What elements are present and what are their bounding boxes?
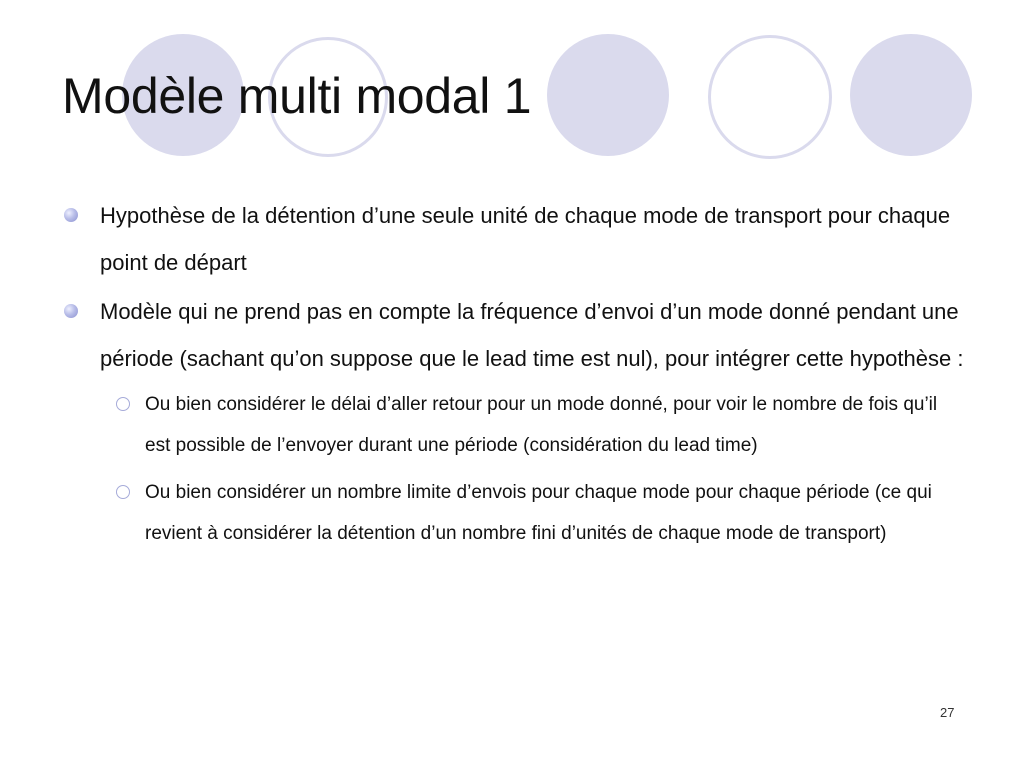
bullet-text: Hypothèse de la détention d’une seule unité de chaque mode de transport pour chaque point de départ	[100, 203, 951, 275]
sub-bullet-item-1	[0, 384, 1024, 466]
bullet-dot-icon	[64, 304, 78, 318]
bullet-text: Modèle qui ne prend pas en compte la fréquence d’envoi d’un mode donné pendant une période (sachant qu’on suppose que le lead time est nul), pour intégrer cette hypothèse :	[100, 299, 964, 371]
sub-bullet-item-2	[0, 472, 1024, 554]
sub-bullet-text: Ou bien considérer un nombre limite d’envois pour chaque mode pour chaque période (ce qui revient à considérer la détention d’un nombre fini d’unités de chaque mode de transport)	[145, 482, 932, 544]
decor-circle-filled-3	[850, 34, 972, 156]
sub-bullet-text: Ou bien considérer le délai d’aller retour pour un mode donné, pour voir le nombre de fois qu’il est possible de l’envoyer durant une période (considération du lead time)	[145, 394, 938, 456]
decor-circle-filled-2	[547, 34, 669, 156]
slide-content	[0, 192, 1024, 560]
sub-bullet-ring-icon	[116, 397, 130, 411]
decor-circle-ring-2	[708, 35, 832, 159]
sub-bullet-ring-icon	[116, 485, 130, 499]
bullet-item-1	[0, 192, 1024, 286]
bullet-dot-icon	[64, 208, 78, 222]
page-number: 27	[940, 705, 955, 720]
bullet-item-2	[0, 288, 1024, 382]
slide-title: Modèle multi modal 1	[62, 68, 532, 124]
